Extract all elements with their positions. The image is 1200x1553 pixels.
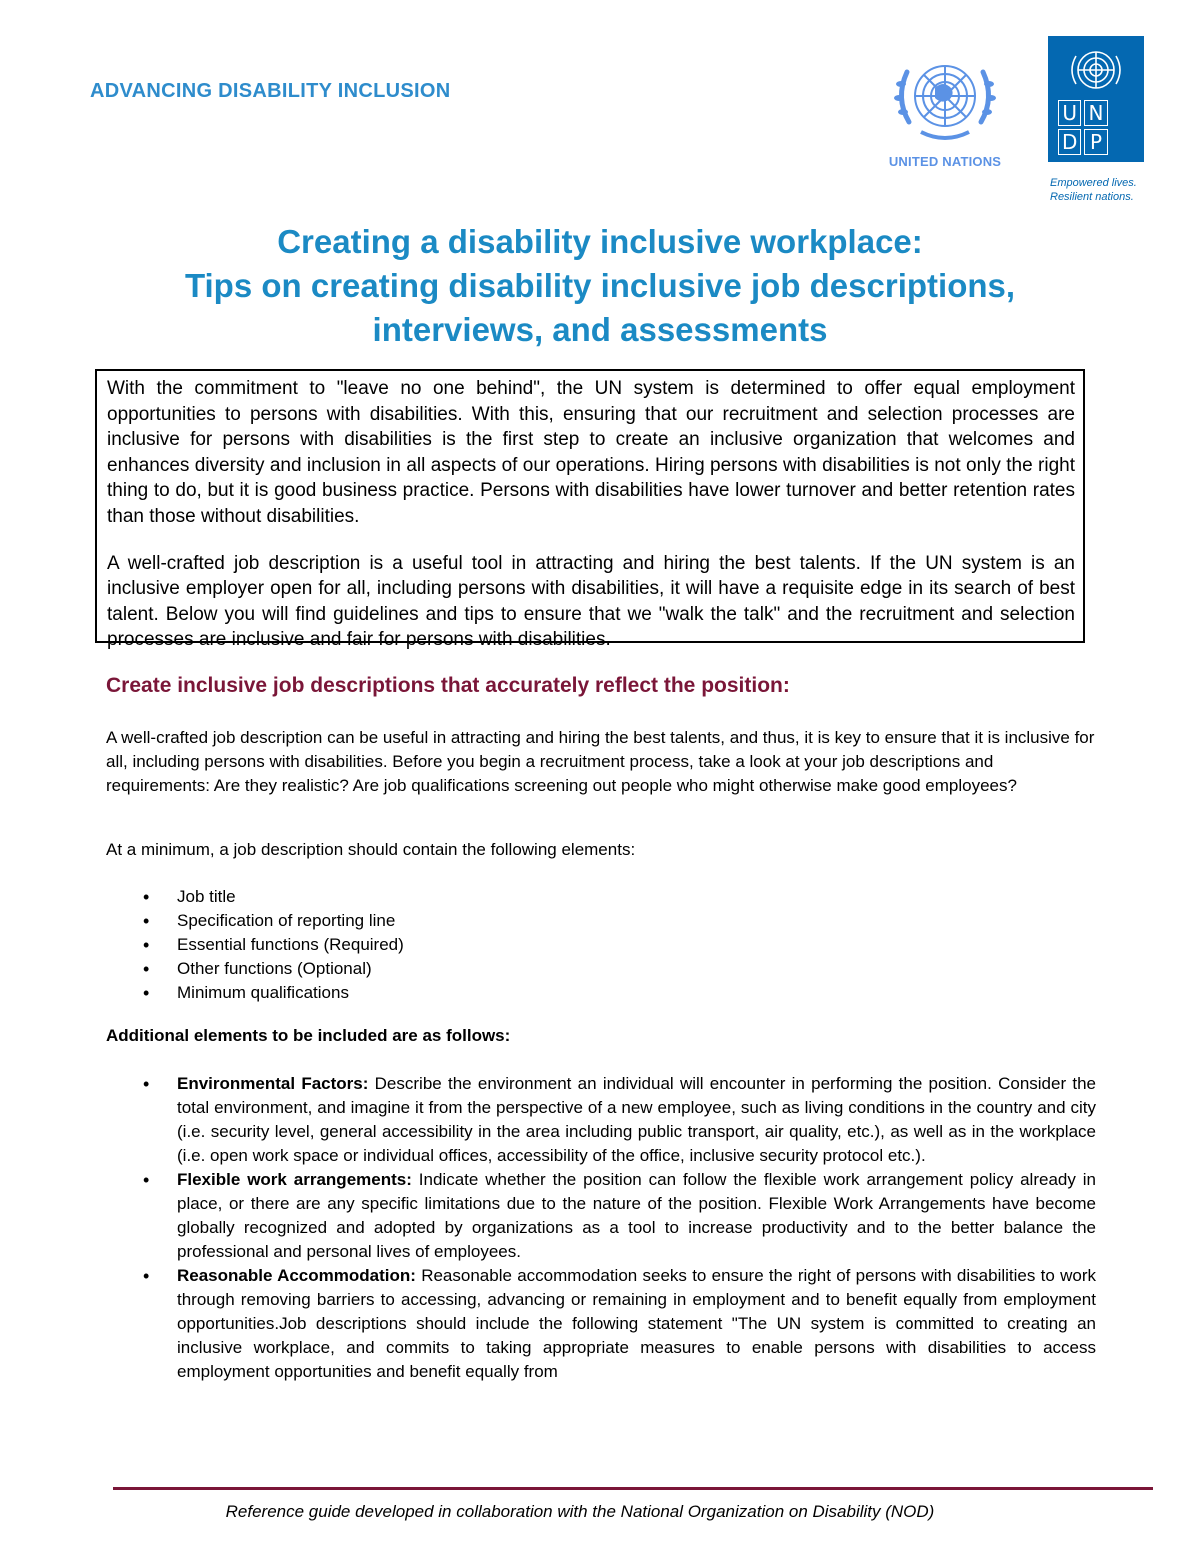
item-text: Describe the environment an individual will encounter in performing the position. Consider the total environment, and imagine it from the perspective of a new employee, such as living conditions in the country and city (i.e. security level, general accessibility in the area including public transport, air quality, etc.), as well as in the workplace (i.e. open work space or individual offices, accessibility of the office, inclusive security protocol etc.). — [177, 1074, 1096, 1165]
paragraph-text: A well-crafted job description can be useful in attracting and hiring the best talents, and thus, it is key to ensure that it is inclusive for all, including persons with disabilities. Before you begin a recruitment process, take a look at your job descriptions and requirements: Are they realistic? Are job qualifications screening out people who might otherwise make good employees? — [106, 728, 1095, 795]
footer-divider — [113, 1487, 1153, 1490]
un-emblem-icon — [885, 52, 1005, 150]
section-paragraph — [106, 726, 1096, 798]
un-emblem-icon — [1048, 40, 1144, 100]
undp-tagline-line: Resilient nations. — [1050, 191, 1134, 203]
undp-letter: D — [1058, 129, 1081, 155]
additional-list — [106, 1072, 1096, 1384]
section-paragraph — [106, 838, 1096, 862]
item-text: Indicate whether the position can follow the flexible work arrangement policy already in place, or there are any specific limitations due to the nature of the position. Flexible Work Arrangements have become globally recognized and adopted by organizations as a tool to increase productivity and to the better balance the professional and personal lives of employees. — [177, 1170, 1096, 1261]
undp-letter: N — [1084, 100, 1107, 126]
undp-logo-box — [1048, 36, 1144, 162]
list-item: • Other functions (Optional) — [106, 957, 1096, 981]
item-term: Environmental Factors: — [177, 1074, 369, 1093]
undp-tagline — [1048, 176, 1144, 204]
item-text: Reasonable accommodation seeks to ensure the right of persons with disabilities to work through removing barriers to accessing, advancing or remaining in employment and to benefit equally from employment opportunities.Job descriptions should include the following statement "The UN system is committed to creating an inclusive workplace, and commits to taking appropriate measures to enable persons with disabilities to access employment opportunities and benefit equally from — [177, 1266, 1097, 1381]
undp-logo — [1048, 36, 1144, 204]
list-item — [106, 1168, 1096, 1264]
undp-letter: P — [1084, 129, 1107, 155]
list-item: • Minimum qualifications — [106, 981, 1096, 1005]
list-item: • Job title — [106, 885, 1096, 909]
document-tag: ADVANCING DISABILITY INCLUSION — [90, 80, 451, 102]
title-line: interviews, and assessments — [372, 311, 828, 348]
list-item — [106, 1264, 1096, 1384]
intro-paragraph: A well-crafted job description is a useful tool in attracting and hiring the best talents. If the UN system is an inclusive employer open for all, including persons with disabilities, it will have a requisite edge in its search of best talent. Below you will find guidelines and tips to ensure that we "walk the talk" and the recruitment and selection processes are inclusive and fair for persons with disabilities. — [107, 552, 1075, 651]
undp-letter-grid — [1058, 100, 1134, 154]
title-line: Creating a disability inclusive workplace: — [277, 223, 923, 260]
intro-paragraph: With the commitment to "leave no one behind", the UN system is determined to offer equal employment opportunities to persons with disabilities. With this, ensuring that our recruitment and selection processes are inclusive for persons with disabilities is the first step to create an inclusive organization that welcomes and enhances diversity and inclusion in all aspects of our operations. Hiring persons with disabilities is not only the right thing to do, but it is good business practice. Persons with disabilities have lower turnover and better retention rates than those without disabilities. — [107, 378, 1075, 527]
intro-box — [95, 369, 1085, 651]
list-item: • Specification of reporting line — [106, 909, 1096, 933]
section-heading: Create inclusive job descriptions that accurately reflect the position: — [106, 674, 790, 697]
un-logo-text: UNITED NATIONS — [888, 154, 1002, 169]
paragraph-text: At a minimum, a job description should contain the following elements: — [106, 840, 636, 859]
item-term: Reasonable Accommodation: — [177, 1266, 416, 1285]
list-item — [106, 1072, 1096, 1168]
elements-list — [106, 885, 1096, 1005]
item-term: Flexible work arrangements: — [177, 1170, 412, 1189]
un-logo — [880, 52, 1010, 169]
additional-heading: Additional elements to be included are as follows: — [106, 1026, 511, 1045]
undp-tagline-line: Empowered lives. — [1050, 177, 1137, 189]
footer-note: Reference guide developed in collaboration with the National Organization on Disability (NOD) — [225, 1502, 935, 1521]
title-line: Tips on creating disability inclusive job descriptions, — [184, 267, 1016, 304]
page-title — [60, 220, 1140, 352]
list-item: • Essential functions (Required) — [106, 933, 1096, 957]
undp-letter: U — [1058, 100, 1081, 126]
